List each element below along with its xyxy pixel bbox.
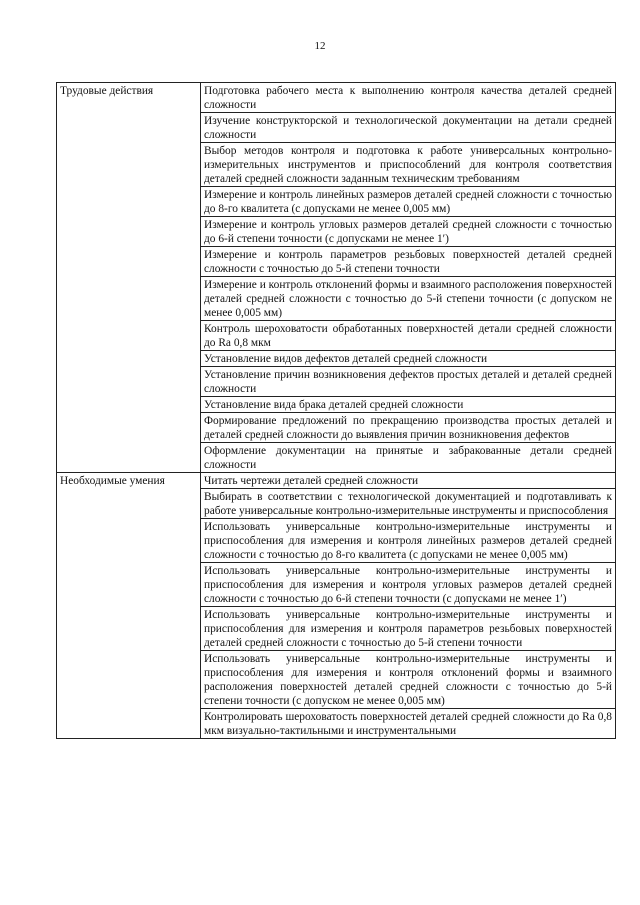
- table-cell: Установление видов дефектов деталей средней сложности: [201, 351, 616, 367]
- table-cell: Формирование предложений по прекращению производства простых деталей и деталей средней сложности до выявления причин возникновения дефектов: [201, 413, 616, 443]
- table-cell: Установление причин возникновения дефектов простых деталей и деталей средней сложности: [201, 367, 616, 397]
- table-cell: Использовать универсальные контрольно-измерительные инструменты и приспособления для измерения и контроля параметров резьбовых поверхностей деталей средней сложности с точностью до 5-й степени точности: [201, 607, 616, 651]
- table-cell: Оформление документации на принятые и забракованные детали средней сложности: [201, 443, 616, 473]
- table-cell: Читать чертежи деталей средней сложности: [201, 473, 616, 489]
- section-label-labor-actions: Трудовые действия: [57, 83, 201, 473]
- table-cell: Использовать универсальные контрольно-измерительные инструменты и приспособления для измерения и контроля линейных размеров деталей средней сложности с точностью до 8-го квалитета (с допусками не менее 0,005 мм): [201, 519, 616, 563]
- table-cell: Контроль шероховатости обработанных поверхностей детали средней сложности до Ra 0,8 мкм: [201, 321, 616, 351]
- table-cell: Изучение конструкторской и технологической документации на детали средней сложности: [201, 113, 616, 143]
- table-cell: Установление вида брака деталей средней сложности: [201, 397, 616, 413]
- table-cell: Использовать универсальные контрольно-измерительные инструменты и приспособления для измерения и контроля отклонений формы и взаимного расположения поверхностей деталей средней сложности с точностью до 5-й степени точности (с допуском не менее 0,005 мм): [201, 651, 616, 709]
- section-label-required-skills: Необходимые умения: [57, 473, 201, 739]
- table-cell: Выбор методов контроля и подготовка к работе универсальных контрольно-измерительных инструментов и приспособлений для контроля соответствия деталей средней сложности заданным техническим требованиям: [201, 143, 616, 187]
- table-cell: Выбирать в соответствии с технологической документацией и подготавливать к работе универсальные контрольно-измерительные инструменты и приспособления: [201, 489, 616, 519]
- table-cell: Использовать универсальные контрольно-измерительные инструменты и приспособления для измерения и контроля угловых размеров деталей средней сложности с точностью до 6-й степени точности (с допусками не менее 1′): [201, 563, 616, 607]
- table-cell: Подготовка рабочего места к выполнению контроля качества деталей средней сложности: [201, 83, 616, 113]
- table-cell: Измерение и контроль параметров резьбовых поверхностей деталей средней сложности с точностью до 5-й степени точности: [201, 247, 616, 277]
- table-row: [57, 473, 616, 489]
- table-cell: Измерение и контроль угловых размеров деталей средней сложности с точностью до 6-й степени точности (с допусками не менее 1′): [201, 217, 616, 247]
- page-number: 12: [314, 40, 326, 52]
- table-cell: Измерение и контроль отклонений формы и взаимного расположения поверхностей деталей средней сложности с точностью до 5-й степени точности (с допуском не менее 0,005 мм): [201, 277, 616, 321]
- table-row: [57, 83, 616, 113]
- requirements-table: [56, 82, 616, 739]
- table-cell: Контролировать шероховатость поверхностей деталей средней сложности до Ra 0,8 мкм визуально-тактильными и инструментальными: [201, 709, 616, 739]
- table-cell: Измерение и контроль линейных размеров деталей средней сложности с точностью до 8-го квалитета (с допусками не менее 0,005 мм): [201, 187, 616, 217]
